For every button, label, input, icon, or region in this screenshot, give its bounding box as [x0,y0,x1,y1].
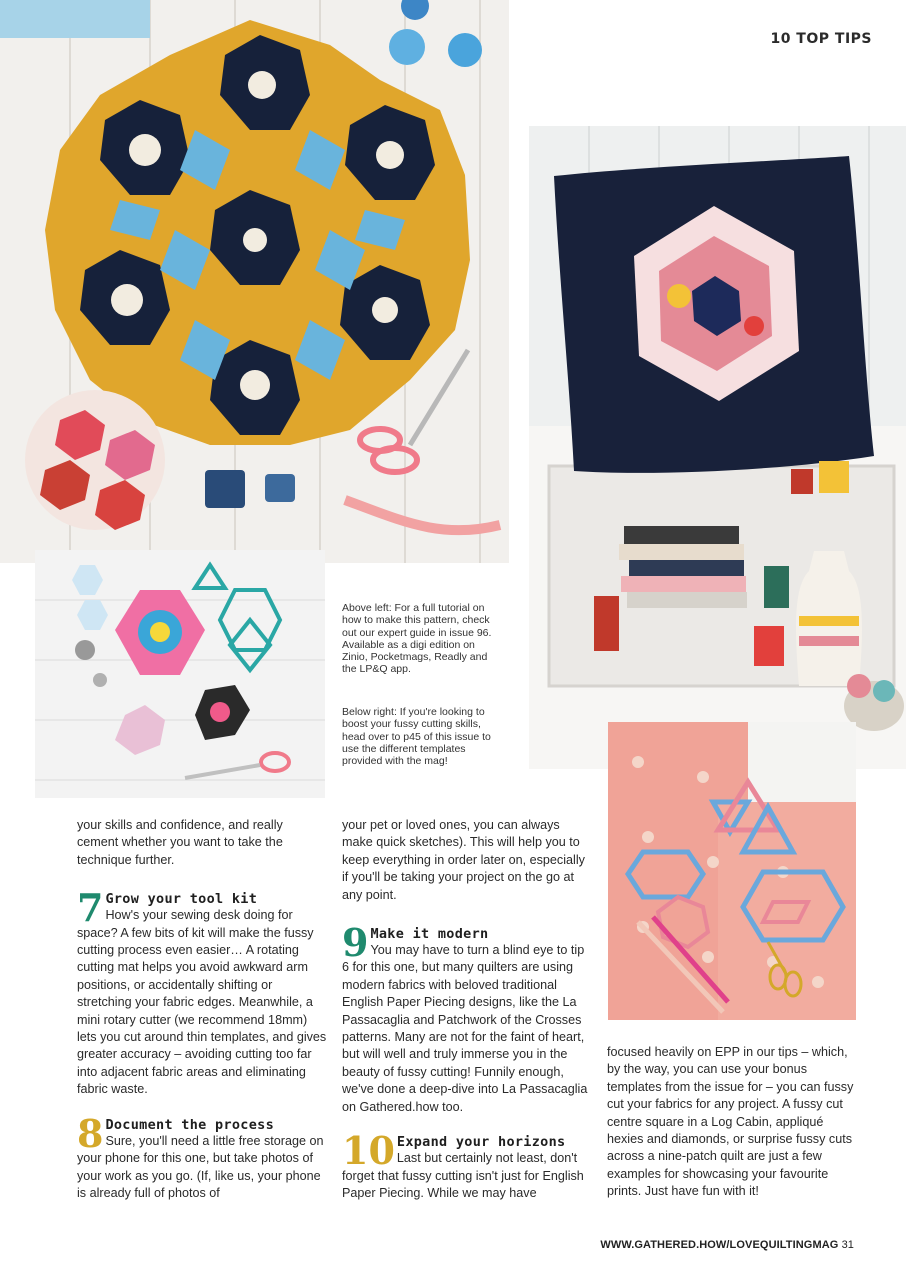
fussy-cut-pillow-photo [529,126,906,769]
text-column-2 [342,817,592,1202]
tip-10 [342,1128,592,1202]
footer-url[interactable]: WWW.GATHERED.HOW/LOVEQUILTINGMAG [600,1239,839,1251]
passacaglia-quilt-photo [0,0,509,563]
section-tag: 10 TOP TIPS [770,31,872,47]
tip-10-title: Expand your horizons [396,1134,566,1151]
col2-intro: your pet or loved ones, you can always make quick sketches). This will help you to keep everything in order later on, especially if you'll be taking your project on the go at any point. [342,818,585,902]
tip-10-number: 10 [342,1128,395,1174]
caption-above-left: Above left: For a full tutorial on how to make this pattern, check out our expert guide in issue 96. Available as a digi edition on Zinio, Pocketmags, Readly and the LP&Q app. [342,602,492,676]
templates-photo [35,550,325,798]
tip-8-title: Document the process [105,1116,275,1133]
tip-7-title: Grow your tool kit [105,891,258,908]
tip-9-title: Make it modern [370,926,489,943]
col3-intro: focused heavily on EPP in our tips – which, by the way, you can use your bonus templates from the issue for – you can fussy cut your fabrics for any project. A fussy cut centre square in a Log Cabin, appliqué hexies and diamonds, or surprise fussy cuts across a nine-patch quilt are just a few examples for showcasing your favourite prints. Just have fun with it! [607,1045,854,1199]
tip-9-number: 9 [342,920,369,966]
caption-below-right: Below right: If you're looking to boost your fussy cutting skills, head over to p45 of this issue to use the different templates provided with the mag! [342,706,491,768]
tip-8-body: Sure, you'll need a little free storage on your phone for this one, but take photos of your work as you go. (If, like us, your phone is already full of photos of [77,1133,324,1200]
tip-9 [342,920,592,1116]
tip-10-body: Last but certainly not least, don't forget that fussy cutting isn't just for English Paper Piecing. While we may have [342,1151,584,1200]
tip-7-number: 7 [77,885,104,931]
tip-8 [77,1110,327,1203]
tip-8-number: 8 [77,1110,104,1156]
col1-intro: your skills and confidence, and really cement whether you want to take the technique further. [77,818,283,867]
tip-7-body: How's your sewing desk doing for space? A few bits of kit will make the fussy cutting process even easier… A rotating cutting mat helps you avoid awkward arm positions, or accidentally shifting or stretching your fabric edges. Meanwhile, a mini rotary cutter (we recommend 18mm) lets you cut around thin templates, and gives greater accuracy – avoiding cutting too far into adjacent fabric areas and eliminating fabric waste. [77,908,327,1097]
text-column-3 [607,1044,857,1201]
text-column-1 [77,817,327,1202]
pink-fabric-templates-photo [608,722,856,1020]
page-footer [600,1239,854,1251]
tip-7 [77,885,327,1098]
tip-9-body: You may have to turn a blind eye to tip 6 for this one, but many quilters are using modern fabrics with beloved traditional English Paper Piecing designs, like the La Passacaglia and Patchwork of the Crosses patterns. Many are not for the faint of heart, but will well and truly immerse you in the beauty of fussy cutting! Funnily enough, we've done a deep-dive into La Passacaglia on Gathered.how too. [342,943,588,1114]
page-number: 31 [841,1239,854,1251]
